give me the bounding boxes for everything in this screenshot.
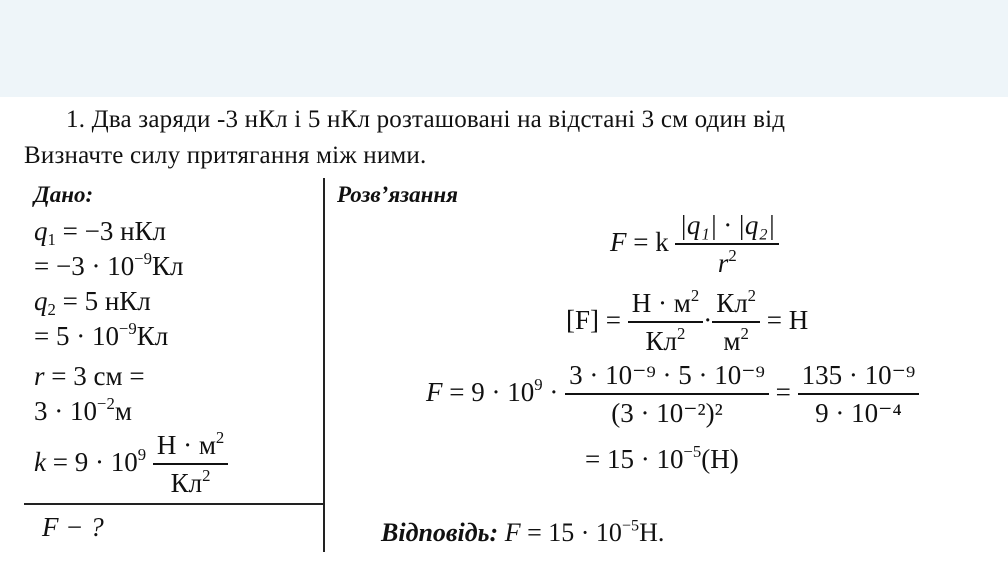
q2-symbol: q: [34, 286, 48, 316]
units-f2-den-text: м: [723, 326, 741, 357]
q2-si-unit: Кл: [136, 321, 169, 351]
result-unit: (Н): [701, 444, 739, 474]
units-f2-num-text: Кл: [716, 288, 748, 318]
answer-exponent: −5: [621, 517, 640, 535]
units-rhs: = Н: [766, 304, 809, 335]
formula-denominator: [714, 245, 741, 279]
calc-numerator-1: 3 · 10⁻⁹ · 5 · 10⁻⁹: [565, 360, 769, 395]
given-r-si: [34, 394, 132, 426]
formula-eq: = k: [633, 226, 669, 257]
formula-fraction: [675, 210, 779, 279]
q1-si-exponent: −9: [134, 249, 153, 269]
r-si-mantissa: 3 · 10: [34, 396, 97, 426]
given-q1: [34, 216, 167, 250]
k-mantissa: = 9 · 10: [52, 446, 138, 477]
result-mantissa: = 15 · 10: [585, 444, 684, 474]
units-f2-den-exp: 2: [740, 324, 749, 344]
calc-fraction-2: [798, 360, 920, 429]
units-f1-den-text: Кл: [645, 326, 678, 357]
numeric-calculation: [426, 360, 919, 429]
calc-dot: ·: [549, 376, 559, 407]
given-divider: [24, 503, 324, 505]
k-symbol: k: [34, 446, 46, 477]
formula-den-text: r: [717, 248, 729, 279]
given-q1-si: [34, 249, 184, 281]
given-q2: [34, 286, 151, 320]
r-symbol: r: [34, 361, 45, 391]
units-lhs: [F] =: [566, 304, 621, 335]
calc-coefficient-exp: 9: [534, 374, 543, 394]
units-f1-num-text: Н · м: [631, 288, 691, 318]
given-q2-si: [34, 319, 169, 351]
header-band: [0, 0, 1008, 97]
q2-si-mantissa: = 5 · 10: [34, 321, 119, 351]
formula-lhs: F: [610, 226, 627, 257]
q2-si-exponent: −9: [118, 319, 137, 339]
k-exponent: 9: [137, 444, 147, 464]
formula-numerator: [675, 210, 779, 245]
answer-line: [381, 518, 664, 548]
units-f1-num-exp: 2: [690, 286, 700, 306]
problem-line-1: 1. Два заряди -3 нКл і 5 нКл розташовані на відстані 3 см один від: [66, 106, 786, 133]
calc-lhs: F: [426, 376, 443, 407]
q2-subscript: 2: [47, 300, 56, 320]
calc-denominator-1: (3 · 10⁻²)²: [611, 398, 723, 429]
column-divider: [323, 178, 325, 552]
q1-symbol: q: [34, 216, 48, 246]
result-exponent: −5: [683, 442, 702, 462]
find-text: F − ?: [42, 512, 104, 542]
problem-line-2: Визначте силу притягання між ними.: [24, 142, 427, 169]
units-f2-denominator: [719, 323, 752, 357]
q1-si-mantissa: = −3 · 10: [34, 251, 135, 281]
k-unit-num-text: Н · м: [156, 430, 216, 460]
units-f2-numerator: [712, 288, 760, 323]
given-r: [34, 363, 145, 390]
answer-var: F: [504, 518, 521, 547]
calc-fraction-1: [565, 360, 769, 429]
r-value: = 3 см =: [51, 361, 145, 391]
units-f1-numerator: [628, 288, 703, 323]
q1-si-unit: Кл: [152, 251, 184, 281]
coulomb-formula: [610, 210, 779, 279]
units-fraction-1: [628, 288, 703, 357]
k-unit-numerator: [153, 430, 228, 465]
calc-denominator-2: 9 · 10⁻⁴: [815, 398, 902, 429]
answer-mantissa: = 15 · 10: [527, 518, 622, 547]
calc-numerator-2: 135 · 10⁻⁹: [798, 360, 920, 395]
k-unit-den-text: Кл: [170, 468, 203, 499]
r-si-unit: м: [114, 396, 132, 426]
units-dot: ·: [703, 304, 713, 335]
calc-eq: =: [775, 376, 791, 407]
solution-heading: Розв’язання: [337, 182, 459, 207]
k-unit-fraction: [153, 430, 228, 499]
units-f1-denominator: [642, 323, 690, 357]
calc-coefficient: = 9 · 10: [449, 376, 535, 407]
units-f1-den-exp: 2: [677, 324, 686, 344]
formula-num-text: |q₁| · |q₂|: [679, 210, 776, 240]
r-si-exponent: −2: [97, 394, 115, 414]
given-k: [34, 430, 228, 499]
units-fraction-2: [712, 288, 760, 357]
k-unit-num-exp: 2: [215, 428, 225, 448]
k-unit-den-exp: 2: [202, 466, 211, 486]
units-f2-num-exp: 2: [747, 286, 757, 306]
q2-value: = 5 нКл: [62, 286, 151, 316]
answer-unit: Н.: [639, 518, 665, 547]
q1-value: = −3 нКл: [62, 216, 167, 246]
q1-subscript: 1: [47, 230, 56, 250]
calc-result: [585, 442, 739, 474]
given-heading: Дано:: [34, 182, 94, 207]
given-find: [42, 514, 104, 541]
unit-check: [566, 288, 808, 357]
answer-label: Відповідь:: [381, 518, 499, 547]
formula-den-exp: 2: [728, 246, 737, 266]
k-unit-denominator: [167, 465, 215, 499]
